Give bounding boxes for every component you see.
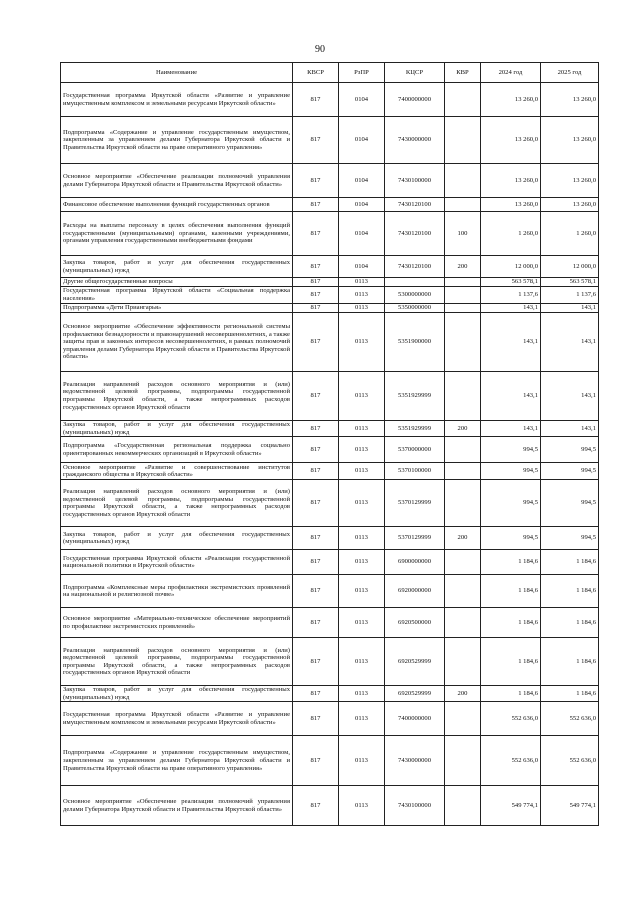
table-row <box>61 686 599 702</box>
header-name: Наименование <box>61 63 293 83</box>
row-amount-2025: 1 137,6 <box>541 287 599 304</box>
row-amount-2025: 994,5 <box>541 437 599 463</box>
row-kvr <box>445 550 481 575</box>
row-kvr: 100 <box>445 212 481 256</box>
table-row <box>61 638 599 686</box>
row-kvr <box>445 463 481 480</box>
table-row <box>61 421 599 437</box>
row-rzpr: 0113 <box>339 437 385 463</box>
row-kvr <box>445 198 481 212</box>
row-amount-2025: 563 578,1 <box>541 278 599 287</box>
row-amount-2024: 143,1 <box>481 372 541 421</box>
row-amount-2024: 12 000,0 <box>481 256 541 278</box>
row-rzpr: 0113 <box>339 786 385 826</box>
row-name: Подпрограмма «Содержание и управление государственным имуществом, закрепленным за управлением делами Губернатора Иркутской области и Правительства Иркутской области на праве оперативного управления» <box>61 736 293 786</box>
row-kcsr: 5370129999 <box>385 480 445 527</box>
row-kcsr: 5370129999 <box>385 527 445 550</box>
row-kcsr: 7430120100 <box>385 198 445 212</box>
row-rzpr: 0104 <box>339 198 385 212</box>
row-amount-2024: 13 260,0 <box>481 117 541 164</box>
table-body <box>61 83 599 826</box>
table-row <box>61 463 599 480</box>
row-name: Закупка товаров, работ и услуг для обеспечения государственных (муниципальных) нужд <box>61 256 293 278</box>
table-row <box>61 304 599 313</box>
row-amount-2024: 1 184,6 <box>481 550 541 575</box>
row-amount-2025: 143,1 <box>541 421 599 437</box>
row-rzpr: 0113 <box>339 702 385 736</box>
row-amount-2024: 1 137,6 <box>481 287 541 304</box>
row-kvsr: 817 <box>293 198 339 212</box>
row-kcsr: 5351900000 <box>385 313 445 372</box>
table-row <box>61 437 599 463</box>
row-name: Подпрограмма «Дети Приангарья» <box>61 304 293 313</box>
row-amount-2025: 1 184,6 <box>541 575 599 608</box>
row-kvr: 200 <box>445 686 481 702</box>
row-amount-2025: 1 184,6 <box>541 608 599 638</box>
row-amount-2025: 13 260,0 <box>541 83 599 117</box>
row-amount-2025: 12 000,0 <box>541 256 599 278</box>
row-kvr <box>445 575 481 608</box>
row-rzpr: 0113 <box>339 278 385 287</box>
row-kcsr: 7430100000 <box>385 164 445 198</box>
row-amount-2024: 552 636,0 <box>481 702 541 736</box>
row-name: Государственная программа Иркутской области «Реализация государственной национальной политики в Иркутской области» <box>61 550 293 575</box>
row-name: Государственная программа Иркутской области «Социальная поддержка населения» <box>61 287 293 304</box>
row-kvsr: 817 <box>293 575 339 608</box>
table-row <box>61 786 599 826</box>
table-row <box>61 256 599 278</box>
row-kvr: 200 <box>445 421 481 437</box>
row-kvr <box>445 287 481 304</box>
row-kvsr: 817 <box>293 372 339 421</box>
budget-table <box>60 62 599 826</box>
row-rzpr: 0113 <box>339 575 385 608</box>
row-amount-2024: 549 774,1 <box>481 786 541 826</box>
row-rzpr: 0113 <box>339 736 385 786</box>
row-rzpr: 0113 <box>339 304 385 313</box>
row-kvr <box>445 480 481 527</box>
table-row <box>61 550 599 575</box>
header-2024: 2024 год <box>481 63 541 83</box>
row-rzpr: 0104 <box>339 164 385 198</box>
row-amount-2024: 994,5 <box>481 463 541 480</box>
row-name: Расходы на выплаты персоналу в целях обеспечения выполнения функций государственными (муниципальными) органами, казенными учреждениями, органами управления государственными внебюджетными фондами <box>61 212 293 256</box>
row-amount-2025: 143,1 <box>541 304 599 313</box>
row-name: Закупка товаров, работ и услуг для обеспечения государственных (муниципальных) нужд <box>61 686 293 702</box>
row-name: Закупка товаров, работ и услуг для обеспечения государственных (муниципальных) нужд <box>61 527 293 550</box>
row-kcsr: 5370100000 <box>385 463 445 480</box>
row-name: Закупка товаров, работ и услуг для обеспечения государственных (муниципальных) нужд <box>61 421 293 437</box>
row-amount-2024: 13 260,0 <box>481 83 541 117</box>
row-amount-2024: 1 184,6 <box>481 608 541 638</box>
table-row <box>61 83 599 117</box>
row-kvsr: 817 <box>293 421 339 437</box>
row-rzpr: 0104 <box>339 117 385 164</box>
row-kcsr <box>385 278 445 287</box>
row-name: Другие общегосударственные вопросы <box>61 278 293 287</box>
row-name: Подпрограмма «Комплексные меры профилактики экстремистских проявлений на национальной и религиозной почве» <box>61 575 293 608</box>
row-kvsr: 817 <box>293 117 339 164</box>
header-kvsr: КВСР <box>293 63 339 83</box>
row-name: Государственная программа Иркутской области «Развитие и управление имущественным комплексом и земельными ресурсами Иркутской области» <box>61 83 293 117</box>
row-kcsr: 7430000000 <box>385 117 445 164</box>
row-rzpr: 0113 <box>339 550 385 575</box>
row-kvr <box>445 437 481 463</box>
row-kcsr: 5350000000 <box>385 304 445 313</box>
row-kvr <box>445 638 481 686</box>
row-kvsr: 817 <box>293 287 339 304</box>
row-amount-2025: 143,1 <box>541 313 599 372</box>
row-kvsr: 817 <box>293 786 339 826</box>
table-row <box>61 480 599 527</box>
row-kvr <box>445 608 481 638</box>
row-kvr <box>445 313 481 372</box>
row-amount-2025: 13 260,0 <box>541 164 599 198</box>
row-amount-2025: 1 184,6 <box>541 686 599 702</box>
row-kvsr: 817 <box>293 550 339 575</box>
row-amount-2024: 994,5 <box>481 480 541 527</box>
row-kvr: 200 <box>445 527 481 550</box>
row-amount-2024: 1 184,6 <box>481 686 541 702</box>
row-rzpr: 0104 <box>339 212 385 256</box>
row-amount-2025: 552 636,0 <box>541 736 599 786</box>
row-rzpr: 0104 <box>339 83 385 117</box>
row-name: Реализация направлений расходов основного мероприятия и (или) ведомственной целевой программы, подпрограммы государственной программы Иркутской области, а также непрограммных расходов государственных органов Иркутской области <box>61 372 293 421</box>
row-kcsr: 6920500000 <box>385 608 445 638</box>
row-amount-2024: 13 260,0 <box>481 198 541 212</box>
row-kvr <box>445 83 481 117</box>
row-name: Государственная программа Иркутской области «Развитие и управление имущественным комплексом и земельными ресурсами Иркутской области» <box>61 702 293 736</box>
row-kvsr: 817 <box>293 638 339 686</box>
row-amount-2025: 13 260,0 <box>541 117 599 164</box>
row-amount-2024: 13 260,0 <box>481 164 541 198</box>
row-kvsr: 817 <box>293 527 339 550</box>
row-kvsr: 817 <box>293 83 339 117</box>
row-rzpr: 0113 <box>339 480 385 527</box>
table-header-row <box>61 63 599 83</box>
row-amount-2025: 13 260,0 <box>541 198 599 212</box>
table-row <box>61 527 599 550</box>
row-kvsr: 817 <box>293 736 339 786</box>
row-kcsr: 5351929999 <box>385 421 445 437</box>
header-kvr: КВР <box>445 63 481 83</box>
row-rzpr: 0113 <box>339 463 385 480</box>
table-row <box>61 278 599 287</box>
row-kcsr: 5370000000 <box>385 437 445 463</box>
row-amount-2024: 1 184,6 <box>481 638 541 686</box>
row-rzpr: 0113 <box>339 527 385 550</box>
row-rzpr: 0104 <box>339 256 385 278</box>
row-rzpr: 0113 <box>339 287 385 304</box>
row-rzpr: 0113 <box>339 608 385 638</box>
row-name: Основное мероприятие «Материально-техническое обеспечение мероприятий по профилактике экстремистских проявлений» <box>61 608 293 638</box>
row-amount-2024: 1 184,6 <box>481 575 541 608</box>
row-amount-2024: 994,5 <box>481 527 541 550</box>
header-kcsr: КЦСР <box>385 63 445 83</box>
row-kvsr: 817 <box>293 212 339 256</box>
row-amount-2024: 143,1 <box>481 313 541 372</box>
header-2025: 2025 год <box>541 63 599 83</box>
row-kcsr: 7430120100 <box>385 256 445 278</box>
row-amount-2025: 994,5 <box>541 527 599 550</box>
page-number: 90 <box>315 44 325 55</box>
row-kcsr: 6900000000 <box>385 550 445 575</box>
row-rzpr: 0113 <box>339 313 385 372</box>
row-kvsr: 817 <box>293 164 339 198</box>
row-kcsr: 6920000000 <box>385 575 445 608</box>
row-rzpr: 0113 <box>339 421 385 437</box>
row-name: Финансовое обеспечение выполнения функций государственных органов <box>61 198 293 212</box>
table-row <box>61 313 599 372</box>
row-amount-2025: 994,5 <box>541 463 599 480</box>
table-row <box>61 198 599 212</box>
row-name: Подпрограмма «Государственная региональная поддержка социально ориентированных некоммерческих организаций в Иркутской области» <box>61 437 293 463</box>
row-amount-2025: 549 774,1 <box>541 786 599 826</box>
row-name: Реализация направлений расходов основного мероприятия и (или) ведомственной целевой программы, подпрограммы государственной программы Иркутской области, а также непрограммных расходов государственных органов Иркутской области <box>61 638 293 686</box>
row-kcsr: 7430120100 <box>385 212 445 256</box>
row-name: Основное мероприятие «Обеспечение реализации полномочий управления делами Губернатора Иркутской области и Правительства Иркутской области» <box>61 786 293 826</box>
row-amount-2024: 552 636,0 <box>481 736 541 786</box>
row-amount-2025: 1 260,0 <box>541 212 599 256</box>
table-row <box>61 372 599 421</box>
row-rzpr: 0113 <box>339 372 385 421</box>
row-kvr <box>445 702 481 736</box>
row-kcsr: 6920529999 <box>385 686 445 702</box>
table-row <box>61 575 599 608</box>
row-kcsr: 5300000000 <box>385 287 445 304</box>
row-amount-2024: 143,1 <box>481 421 541 437</box>
row-kcsr: 7430000000 <box>385 736 445 786</box>
row-kvr <box>445 278 481 287</box>
row-amount-2025: 994,5 <box>541 480 599 527</box>
row-rzpr: 0113 <box>339 686 385 702</box>
row-kvsr: 817 <box>293 480 339 527</box>
row-kcsr: 6920529999 <box>385 638 445 686</box>
row-kvsr: 817 <box>293 702 339 736</box>
row-kvr: 200 <box>445 256 481 278</box>
row-amount-2024: 994,5 <box>481 437 541 463</box>
row-name: Основное мероприятие «Обеспечение эффективности региональной системы профилактики безнадзорности и правонарушений несовершеннолетних, а также защиты прав и законных интересов несовершеннолетних, в рамках полномочий управления делами Губернатора Иркутской области и Правительства Иркутской области» <box>61 313 293 372</box>
row-kvsr: 817 <box>293 256 339 278</box>
table-row <box>61 736 599 786</box>
row-kvsr: 817 <box>293 278 339 287</box>
row-kvr <box>445 372 481 421</box>
row-kcsr: 7430100000 <box>385 786 445 826</box>
row-kvsr: 817 <box>293 437 339 463</box>
row-name: Реализация направлений расходов основного мероприятия и (или) ведомственной целевой программы, подпрограммы государственной программы Иркутской области, а также непрограммных расходов государственных органов Иркутской области <box>61 480 293 527</box>
table-row <box>61 212 599 256</box>
row-kcsr: 7400000000 <box>385 702 445 736</box>
row-kcsr: 5351929999 <box>385 372 445 421</box>
table-row <box>61 117 599 164</box>
row-kvsr: 817 <box>293 686 339 702</box>
row-amount-2025: 552 636,0 <box>541 702 599 736</box>
row-amount-2025: 1 184,6 <box>541 638 599 686</box>
row-kvr <box>445 117 481 164</box>
table-row <box>61 608 599 638</box>
table-row <box>61 287 599 304</box>
row-kvr <box>445 736 481 786</box>
row-kvr <box>445 304 481 313</box>
row-amount-2025: 1 184,6 <box>541 550 599 575</box>
row-name: Основное мероприятие «Развитие и совершенствование институтов гражданского общества в Иркутской области» <box>61 463 293 480</box>
row-amount-2024: 563 578,1 <box>481 278 541 287</box>
row-kvsr: 817 <box>293 608 339 638</box>
row-kvsr: 817 <box>293 304 339 313</box>
table-row <box>61 702 599 736</box>
row-amount-2025: 143,1 <box>541 372 599 421</box>
table-row <box>61 164 599 198</box>
row-kvsr: 817 <box>293 313 339 372</box>
row-amount-2024: 1 260,0 <box>481 212 541 256</box>
row-kvsr: 817 <box>293 463 339 480</box>
header-rzpr: РзПР <box>339 63 385 83</box>
row-kvr <box>445 164 481 198</box>
row-kcsr: 7400000000 <box>385 83 445 117</box>
row-kvr <box>445 786 481 826</box>
row-name: Подпрограмма «Содержание и управление государственным имуществом, закрепленным за управлением делами Губернатора Иркутской области и Правительства Иркутской области на праве оперативного управления» <box>61 117 293 164</box>
row-amount-2024: 143,1 <box>481 304 541 313</box>
row-rzpr: 0113 <box>339 638 385 686</box>
row-name: Основное мероприятие «Обеспечение реализации полномочий управления делами Губернатора Иркутской области и Правительства Иркутской области» <box>61 164 293 198</box>
